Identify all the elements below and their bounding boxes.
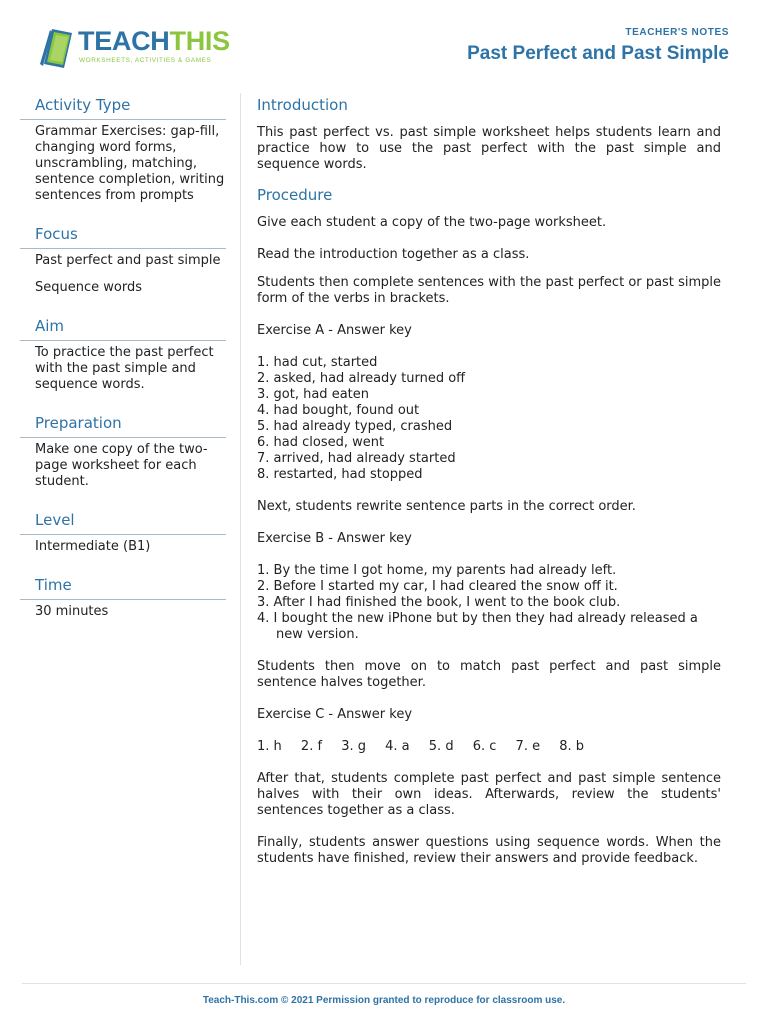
exercise-c-answer-row [257, 739, 721, 755]
activity-type-section [20, 93, 226, 204]
answer-item: 7. arrived, had already started [257, 451, 456, 466]
answer-item: 8. restarted, had stopped [257, 467, 423, 482]
introduction-text: This past perfect vs. past simple worksheet helps students learn and practice how to use the past perfect with the past simple and sequence words. [257, 125, 721, 172]
main-content [257, 93, 721, 879]
column-divider [240, 93, 241, 965]
exercise-b-answer-list [257, 563, 721, 643]
answer-item: 4. had bought, found out [257, 403, 420, 418]
answer-item: 1. By the time I got home, my parents had already left. [257, 563, 617, 578]
focus-section [20, 222, 226, 296]
level-heading: Level [20, 508, 226, 535]
document-title: Past Perfect and Past Simple [467, 43, 729, 64]
activity-type-text: Grammar Exercises: gap-fill, changing word forms, unscrambling, matching, sentence completion, writing sentences from prompts [35, 124, 225, 203]
focus-text: Sequence words [35, 280, 142, 295]
logo-tagline: WORKSHEETS, ACTIVITIES & GAMES [79, 57, 212, 64]
info-sidebar [20, 93, 226, 638]
procedure-paragraph: Finally, students answer questions using sequence words. When the students have finished, review their answers and provide feedback. [257, 835, 721, 866]
procedure-paragraph: Give each student a copy of the two-page worksheet. [257, 215, 607, 230]
footer-divider [22, 983, 746, 984]
footer-copyright: Teach-This.com © 2021 Permission granted to reproduce for classroom use. [202, 995, 566, 1006]
teach-this-logo [38, 24, 238, 70]
time-text: 30 minutes [35, 604, 109, 619]
focus-text: Past perfect and past simple [35, 253, 221, 268]
answer-item: 1. h [257, 739, 282, 754]
activity-type-heading: Activity Type [20, 93, 226, 120]
answer-item: 6. had closed, went [257, 435, 385, 450]
time-heading: Time [20, 573, 226, 600]
answer-item: 2. f [300, 739, 323, 754]
page-header [0, 0, 768, 90]
procedure-paragraph: Students then move on to match past perfect and past simple sentence halves together. [257, 659, 721, 690]
procedure-paragraph: Next, students rewrite sentence parts in the correct order. [257, 499, 636, 514]
exercise-c-label: Exercise C - Answer key [257, 707, 413, 722]
answer-item: 5. had already typed, crashed [257, 419, 453, 434]
introduction-heading: Introduction [257, 96, 348, 114]
exercise-a-label: Exercise A - Answer key [257, 323, 412, 338]
aim-heading: Aim [20, 314, 226, 341]
exercise-a-answer-list [257, 355, 721, 483]
exercise-b-label: Exercise B - Answer key [257, 531, 412, 546]
level-section [20, 508, 226, 555]
preparation-heading: Preparation [20, 411, 226, 438]
answer-item: 7. e [515, 739, 541, 754]
answer-item: 4. I bought the new iPhone but by then they had already released a new version. [257, 611, 698, 642]
book-icon [38, 24, 76, 68]
procedure-paragraph: Read the introduction together as a class. [257, 247, 530, 262]
answer-item: 3. g [341, 739, 366, 754]
logo-word-teach: TEACH [78, 26, 170, 56]
answer-item: 3. got, had eaten [257, 387, 369, 402]
answer-item: 8. b [559, 739, 585, 754]
logo-word-this: THIS [169, 26, 230, 56]
answer-item: 1. had cut, started [257, 355, 378, 370]
procedure-paragraph: After that, students complete past perfect and past simple sentence halves with their own ideas. Afterwards, review the students' sentences together as a class. [257, 771, 721, 818]
aim-text: To practice the past perfect with the past simple and sequence words. [35, 345, 214, 392]
focus-heading: Focus [20, 222, 226, 249]
document-kind: TEACHER'S NOTES [625, 27, 729, 38]
preparation-text: Make one copy of the two-page worksheet for each student. [35, 442, 208, 489]
answer-item: 4. a [385, 739, 410, 754]
aim-section [20, 314, 226, 393]
answer-item: 6. c [472, 739, 497, 754]
answer-item: 3. After I had finished the book, I went to the book club. [257, 595, 621, 610]
procedure-heading: Procedure [257, 186, 333, 204]
procedure-paragraph: Students then complete sentences with the past perfect or past simple form of the verbs in brackets. [257, 275, 721, 306]
answer-item: 2. Before I started my car, I had cleared the snow off it. [257, 579, 618, 594]
answer-item: 5. d [428, 739, 454, 754]
time-section [20, 573, 226, 620]
preparation-section [20, 411, 226, 490]
answer-item: 2. asked, had already turned off [257, 371, 466, 386]
level-text: Intermediate (B1) [35, 539, 151, 554]
